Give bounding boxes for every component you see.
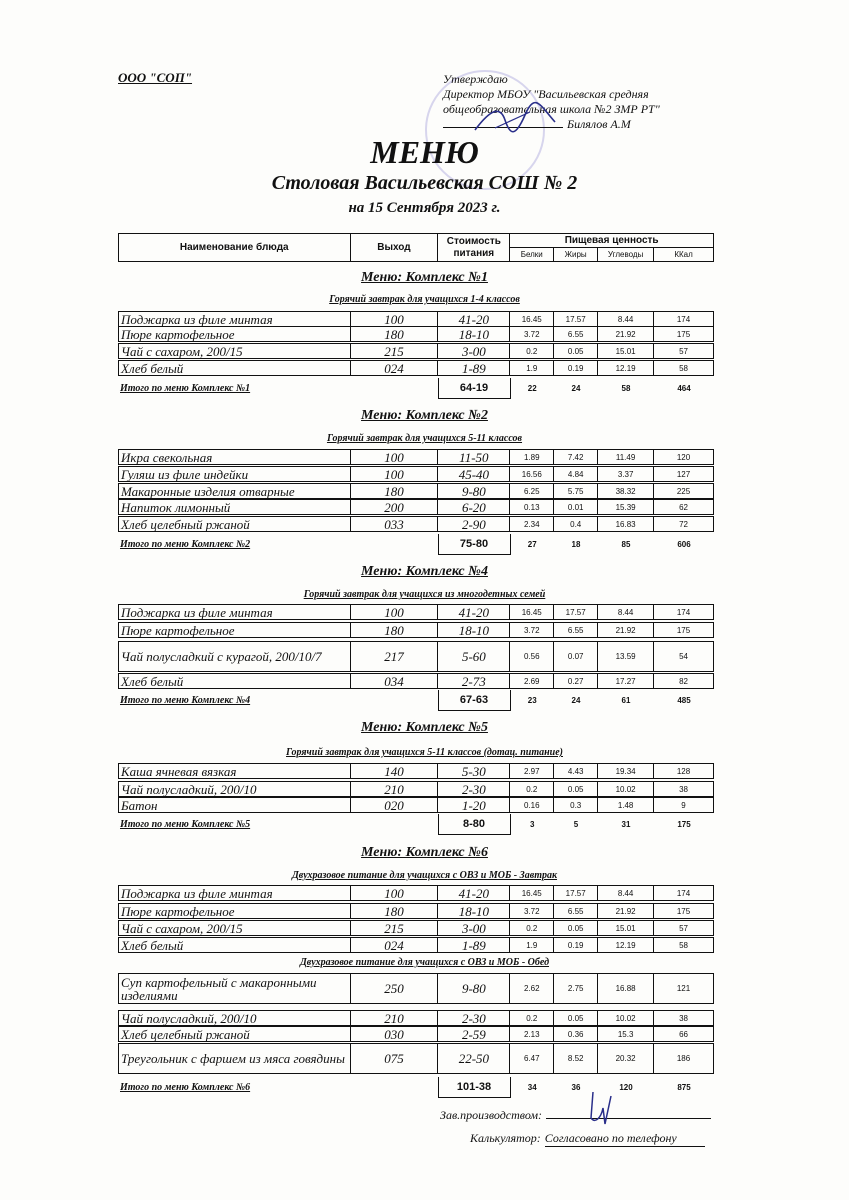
total-protein: 3	[530, 819, 535, 829]
dish-kcal: 9	[654, 798, 714, 813]
dish-protein: 3.72	[510, 904, 554, 919]
dish-row	[118, 604, 714, 620]
dish-carbs: 21.92	[598, 623, 654, 638]
dish-yield: 180	[350, 904, 438, 919]
section-title: Двухразовое питание для учащихся с ОВЗ и МОБ - Завтрак	[291, 870, 558, 881]
dish-protein: 1.9	[510, 938, 554, 953]
dish-row	[118, 1043, 714, 1074]
dish-name: Поджарка из филе минтая	[119, 312, 351, 327]
dish-yield: 034	[350, 674, 438, 689]
dish-carbs: 8.44	[598, 312, 654, 327]
total-protein: 23	[527, 695, 537, 705]
dish-name: Поджарка из филе минтая	[119, 886, 351, 901]
dish-protein: 6.47	[510, 1044, 554, 1074]
dish-name: Макаронные изделия отварные	[119, 484, 351, 499]
dish-row	[118, 937, 714, 953]
dish-protein: 1.89	[510, 450, 554, 465]
dish-row	[118, 311, 714, 327]
dish-fat: 8.52	[554, 1044, 598, 1074]
page-subtitle: Столовая Васильевская СОШ № 2	[271, 172, 578, 194]
col-fat: Жиры	[554, 248, 598, 262]
dish-kcal: 175	[654, 904, 714, 919]
col-protein: Белки	[510, 248, 554, 262]
dish-cost: 2-59	[438, 1027, 510, 1042]
dish-fat: 0.19	[554, 361, 598, 376]
dish-kcal: 72	[654, 517, 714, 532]
dish-fat: 6.55	[554, 327, 598, 342]
dish-row	[118, 343, 714, 359]
page-title: МЕНЮ	[370, 134, 479, 170]
dish-protein: 1.9	[510, 361, 554, 376]
dish-name: Чай с сахаром, 200/15	[119, 921, 351, 936]
dish-name: Каша ячневая вязкая	[119, 764, 351, 779]
column-header	[118, 233, 714, 262]
dish-name: Треугольник с фаршем из мяса говядины	[119, 1044, 351, 1074]
dish-protein: 0.56	[510, 642, 554, 672]
dish-protein: 0.2	[510, 1011, 554, 1026]
calculator-line	[470, 1131, 705, 1147]
total-fat: 18	[571, 539, 581, 549]
dish-kcal: 225	[654, 484, 714, 499]
dish-yield: 030	[350, 1027, 438, 1042]
dish-fat: 7.42	[554, 450, 598, 465]
dish-kcal: 175	[654, 623, 714, 638]
dish-name: Поджарка из филе минтая	[119, 605, 351, 620]
dish-kcal: 174	[654, 312, 714, 327]
total-protein: 34	[527, 1082, 537, 1092]
total-label: Итого по меню Комплекс №1	[120, 382, 251, 394]
dish-kcal: 38	[654, 1011, 714, 1026]
calculator-label: Калькулятор:	[470, 1131, 541, 1145]
dish-kcal: 62	[654, 500, 714, 515]
total-carbs: 31	[621, 819, 631, 829]
dish-yield: 180	[350, 484, 438, 499]
dish-name: Чай полусладкий с курагой, 200/10/7	[119, 642, 351, 672]
dish-row	[118, 326, 714, 342]
dish-name: Чай с сахаром, 200/15	[119, 344, 351, 359]
dish-fat: 0.07	[554, 642, 598, 672]
col-carbs: Углеводы	[598, 248, 654, 262]
complex-title: Меню: Комплекс №6	[361, 845, 488, 860]
dish-kcal: 66	[654, 1027, 714, 1042]
dish-protein: 0.2	[510, 344, 554, 359]
dish-kcal: 186	[654, 1044, 714, 1074]
dish-cost: 1-89	[438, 938, 510, 953]
dish-kcal: 174	[654, 886, 714, 901]
dish-kcal: 82	[654, 674, 714, 689]
dish-cost: 2-73	[438, 674, 510, 689]
complex-total	[118, 814, 714, 835]
section-title: Горячий завтрак для учащихся 1-4 классов	[329, 294, 520, 305]
dish-yield: 180	[350, 327, 438, 342]
manager-underline	[546, 1118, 711, 1119]
dish-protein: 2.13	[510, 1027, 554, 1042]
dish-carbs: 38.32	[598, 484, 654, 499]
dish-row	[118, 797, 714, 813]
dish-fat: 0.05	[554, 782, 598, 797]
dish-row	[118, 1010, 714, 1026]
dish-kcal: 57	[654, 344, 714, 359]
dish-carbs: 12.19	[598, 938, 654, 953]
dish-kcal: 174	[654, 605, 714, 620]
manager-signature	[585, 1088, 615, 1128]
total-carbs: 61	[621, 695, 631, 705]
dish-fat: 4.43	[554, 764, 598, 779]
dish-carbs: 16.88	[598, 974, 654, 1004]
dish-yield: 024	[350, 361, 438, 376]
dish-name: Суп картофельный с макаронными изделиями	[119, 974, 351, 1004]
dish-carbs: 19.34	[598, 764, 654, 779]
dish-row	[118, 466, 714, 482]
dish-cost: 9-80	[438, 974, 510, 1004]
dish-fat: 0.05	[554, 344, 598, 359]
dish-name: Хлеб целебный ржаной	[119, 517, 351, 532]
dish-name: Гуляш из филе индейки	[119, 467, 351, 482]
dish-yield: 210	[350, 1011, 438, 1026]
col-kcal: ККал	[654, 248, 714, 262]
total-protein: 27	[527, 539, 537, 549]
dish-protein: 0.16	[510, 798, 554, 813]
total-label: Итого по меню Комплекс №5	[120, 818, 251, 830]
complex-total	[118, 690, 714, 711]
dish-carbs: 8.44	[598, 886, 654, 901]
calculator-value: Согласовано по телефону	[545, 1131, 705, 1147]
dish-carbs: 15.01	[598, 921, 654, 936]
dish-row	[118, 499, 714, 515]
dish-fat: 17.57	[554, 312, 598, 327]
dish-kcal: 58	[654, 938, 714, 953]
dish-kcal: 57	[654, 921, 714, 936]
complex-title: Меню: Комплекс №1	[361, 270, 488, 285]
dish-cost: 3-00	[438, 344, 510, 359]
manager-label: Зав.производством:	[440, 1108, 543, 1122]
dish-cost: 2-90	[438, 517, 510, 532]
dish-yield: 024	[350, 938, 438, 953]
dish-fat: 0.19	[554, 938, 598, 953]
dish-yield: 033	[350, 517, 438, 532]
dish-fat: 2.75	[554, 974, 598, 1004]
dish-name: Чай полусладкий, 200/10	[119, 1011, 351, 1026]
total-kcal: 485	[677, 695, 691, 705]
dish-protein: 2.62	[510, 974, 554, 1004]
total-carbs: 58	[621, 383, 631, 393]
dish-protein: 16.45	[510, 605, 554, 620]
dish-name: Пюре картофельное	[119, 623, 351, 638]
dish-row	[118, 449, 714, 465]
total-fat: 5	[573, 819, 579, 829]
total-protein: 22	[527, 383, 537, 393]
dish-kcal: 120	[654, 450, 714, 465]
dish-cost: 2-30	[438, 1011, 510, 1026]
dish-carbs: 17.27	[598, 674, 654, 689]
dish-kcal: 58	[654, 361, 714, 376]
dish-fat: 0.05	[554, 1011, 598, 1026]
dish-fat: 0.4	[554, 517, 598, 532]
dish-protein: 2.69	[510, 674, 554, 689]
dish-carbs: 21.92	[598, 904, 654, 919]
dish-row	[118, 885, 714, 901]
dish-fat: 0.36	[554, 1027, 598, 1042]
dish-kcal: 128	[654, 764, 714, 779]
total-cost: 64-19	[438, 378, 510, 398]
dish-carbs: 10.02	[598, 1011, 654, 1026]
col-yield: Выход	[350, 234, 438, 262]
total-kcal: 606	[677, 539, 691, 549]
dish-yield: 100	[350, 605, 438, 620]
approval-line-3: общеобразовательная школа №2 ЗМР РТ"	[443, 102, 660, 116]
total-carbs: 85	[621, 539, 631, 549]
dish-protein: 3.72	[510, 623, 554, 638]
dish-protein: 16.56	[510, 467, 554, 482]
dish-kcal: 54	[654, 642, 714, 672]
dish-yield: 215	[350, 344, 438, 359]
total-label: Итого по меню Комплекс №2	[120, 538, 251, 550]
dish-cost: 41-20	[438, 312, 510, 327]
dish-row	[118, 903, 714, 919]
dish-protein: 2.34	[510, 517, 554, 532]
complex-title: Меню: Комплекс №5	[361, 720, 488, 735]
dish-row	[118, 781, 714, 797]
total-label: Итого по меню Комплекс №6	[120, 1081, 251, 1093]
dish-carbs: 3.37	[598, 467, 654, 482]
dish-carbs: 10.02	[598, 782, 654, 797]
dish-protein: 3.72	[510, 327, 554, 342]
complex-total	[118, 1077, 714, 1098]
dish-protein: 6.25	[510, 484, 554, 499]
dish-name: Хлеб белый	[119, 938, 351, 953]
dish-row	[118, 641, 714, 672]
dish-row	[118, 973, 714, 1004]
complex-total	[118, 534, 714, 555]
dish-fat: 0.01	[554, 500, 598, 515]
dish-cost: 6-20	[438, 500, 510, 515]
dish-protein: 16.45	[510, 312, 554, 327]
dish-fat: 0.05	[554, 921, 598, 936]
total-label: Итого по меню Комплекс №4	[120, 694, 251, 706]
dish-carbs: 11.49	[598, 450, 654, 465]
dish-cost: 1-20	[438, 798, 510, 813]
dish-row	[118, 1026, 714, 1042]
dish-kcal: 38	[654, 782, 714, 797]
dish-fat: 0.3	[554, 798, 598, 813]
dish-carbs: 15.3	[598, 1027, 654, 1042]
total-cost: 67-63	[438, 690, 510, 710]
approval-line-1: Утверждаю	[443, 72, 508, 86]
dish-fat: 0.27	[554, 674, 598, 689]
dish-fat: 6.55	[554, 623, 598, 638]
dish-name: Хлеб белый	[119, 361, 351, 376]
total-kcal: 464	[677, 383, 691, 393]
dish-name: Хлеб целебный ржаной	[119, 1027, 351, 1042]
dish-yield: 217	[350, 642, 438, 672]
dish-carbs: 8.44	[598, 605, 654, 620]
dish-cost: 18-10	[438, 904, 510, 919]
total-fat: 36	[571, 1082, 581, 1092]
total-cost: 75-80	[438, 534, 510, 554]
section-title: Горячий завтрак для учащихся 5-11 классов (дотац. питание)	[286, 747, 563, 758]
dish-name: Пюре картофельное	[119, 327, 351, 342]
dish-name: Батон	[119, 798, 351, 813]
section-title: Горячий завтрак для учащихся из многодетных семей	[303, 589, 546, 600]
dish-row	[118, 763, 714, 779]
dish-yield: 140	[350, 764, 438, 779]
complex-total	[118, 378, 714, 399]
dish-carbs: 12.19	[598, 361, 654, 376]
dish-yield: 200	[350, 500, 438, 515]
total-fat: 24	[571, 383, 581, 393]
dish-protein: 2.97	[510, 764, 554, 779]
dish-fat: 4.84	[554, 467, 598, 482]
dish-fat: 6.55	[554, 904, 598, 919]
dish-fat: 5.75	[554, 484, 598, 499]
dish-carbs: 15.01	[598, 344, 654, 359]
dish-carbs: 21.92	[598, 327, 654, 342]
dish-cost: 5-60	[438, 642, 510, 672]
complex-title: Меню: Комплекс №2	[361, 408, 488, 423]
approval-line-2: Директор МБОУ "Васильевская средняя	[443, 87, 649, 101]
dish-carbs: 13.59	[598, 642, 654, 672]
dish-protein: 16.45	[510, 886, 554, 901]
total-fat: 24	[571, 695, 581, 705]
dish-fat: 17.57	[554, 886, 598, 901]
dish-cost: 5-30	[438, 764, 510, 779]
dish-row	[118, 516, 714, 532]
dish-name: Напиток лимонный	[119, 500, 351, 515]
dish-row	[118, 920, 714, 936]
dish-cost: 3-00	[438, 921, 510, 936]
col-nutrition: Пищевая ценность	[510, 234, 714, 248]
dish-cost: 9-80	[438, 484, 510, 499]
dish-name: Пюре картофельное	[119, 904, 351, 919]
dish-cost: 41-20	[438, 886, 510, 901]
dish-cost: 41-20	[438, 605, 510, 620]
dish-carbs: 1.48	[598, 798, 654, 813]
dish-kcal: 175	[654, 327, 714, 342]
col-cost: Стоимость питания	[438, 234, 510, 262]
section-title: Горячий завтрак для учащихся 5-11 классов	[326, 433, 523, 444]
total-cost: 8-80	[438, 814, 510, 834]
total-kcal: 175	[677, 819, 691, 829]
dish-kcal: 121	[654, 974, 714, 1004]
total-carbs: 120	[619, 1082, 633, 1092]
dish-name: Чай полусладкий, 200/10	[119, 782, 351, 797]
dish-fat: 17.57	[554, 605, 598, 620]
manager-signature-line	[440, 1108, 711, 1123]
dish-yield: 250	[350, 974, 438, 1004]
dish-yield: 180	[350, 623, 438, 638]
dish-name: Хлеб белый	[119, 674, 351, 689]
dish-row	[118, 483, 714, 499]
dish-carbs: 16.83	[598, 517, 654, 532]
dish-kcal: 127	[654, 467, 714, 482]
section-title-lunch: Двухразовое питание для учащихся с ОВЗ и МОБ - Обед	[299, 957, 550, 968]
director-name: Билялов А.М	[567, 117, 631, 131]
dish-yield: 210	[350, 782, 438, 797]
menu-date: на 15 Сентября 2023 г.	[348, 200, 501, 216]
dish-row	[118, 360, 714, 376]
total-cost: 101-38	[438, 1077, 510, 1097]
dish-cost: 45-40	[438, 467, 510, 482]
dish-protein: 0.13	[510, 500, 554, 515]
dish-yield: 020	[350, 798, 438, 813]
dish-cost: 2-30	[438, 782, 510, 797]
dish-cost: 22-50	[438, 1044, 510, 1074]
dish-cost: 11-50	[438, 450, 510, 465]
dish-yield: 075	[350, 1044, 438, 1074]
col-name: Наименование блюда	[119, 234, 351, 262]
dish-carbs: 15.39	[598, 500, 654, 515]
complex-title: Меню: Комплекс №4	[361, 564, 488, 579]
dish-yield: 100	[350, 886, 438, 901]
dish-yield: 100	[350, 450, 438, 465]
dish-yield: 215	[350, 921, 438, 936]
dish-cost: 1-89	[438, 361, 510, 376]
organization-name: ООО "СОП"	[118, 70, 193, 85]
dish-row	[118, 622, 714, 638]
dish-yield: 100	[350, 467, 438, 482]
dish-cost: 18-10	[438, 327, 510, 342]
dish-protein: 0.2	[510, 921, 554, 936]
dish-yield: 100	[350, 312, 438, 327]
dish-protein: 0.2	[510, 782, 554, 797]
dish-row	[118, 673, 714, 689]
dish-carbs: 20.32	[598, 1044, 654, 1074]
dish-name: Икра свекольная	[119, 450, 351, 465]
dish-cost: 18-10	[438, 623, 510, 638]
total-kcal: 875	[677, 1082, 691, 1092]
